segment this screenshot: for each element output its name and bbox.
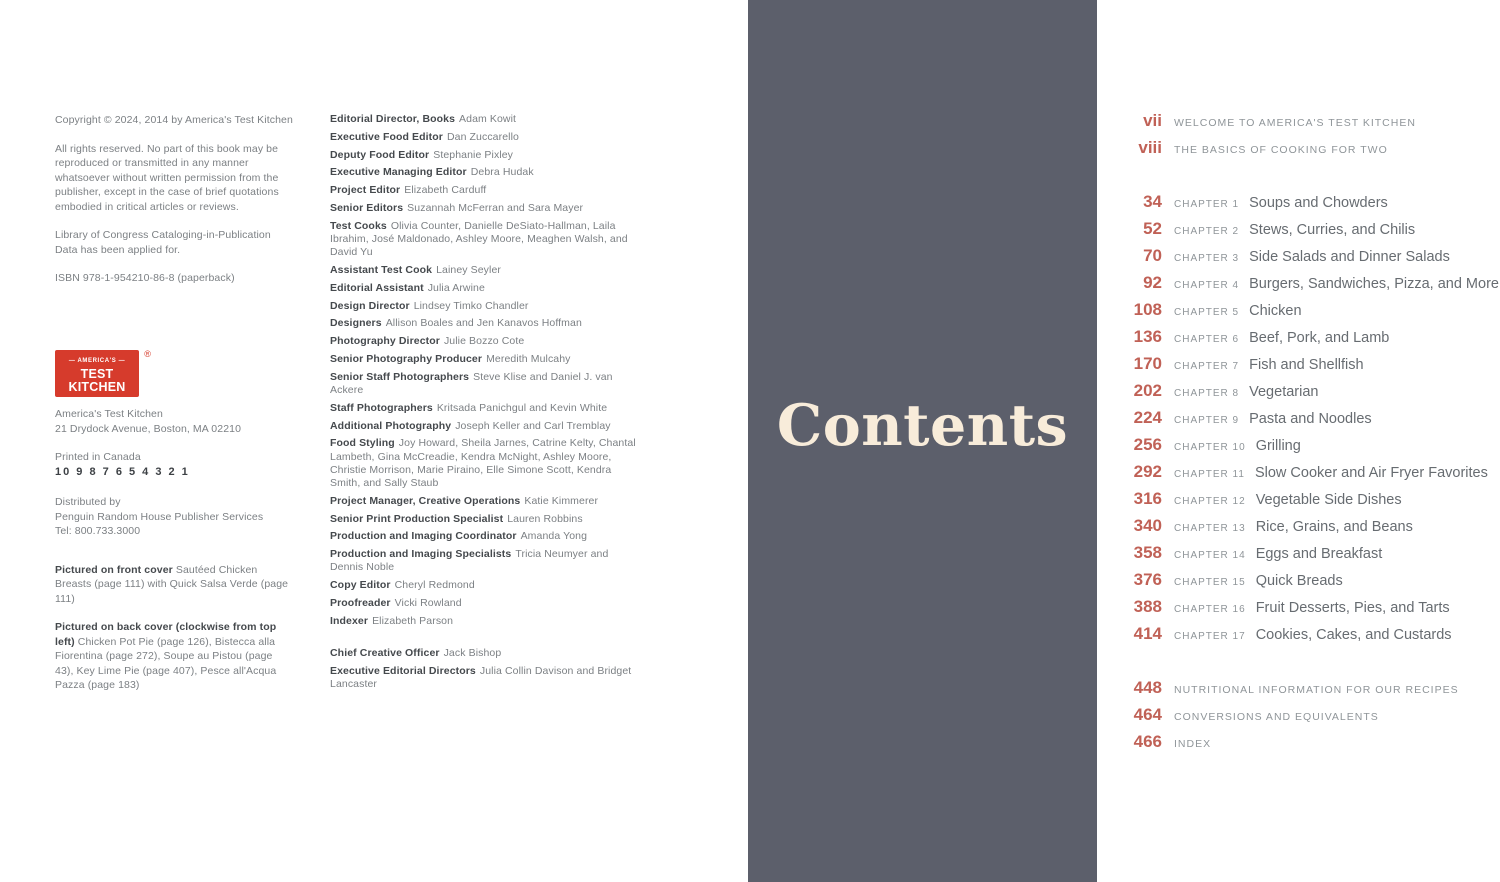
colophon-role: Senior Staff Photographers	[330, 370, 470, 383]
toc-row	[1097, 732, 1500, 759]
colophon-role: Senior Print Production Specialist	[330, 512, 504, 525]
toc-page-number: 316	[1133, 489, 1162, 508]
toc-page-number: 136	[1133, 327, 1162, 346]
toc-chapter-label: CHAPTER 6	[1174, 334, 1240, 345]
distributed-line-1: Distributed by	[55, 496, 121, 508]
toc-page-number: 256	[1133, 435, 1162, 454]
colophon-entry	[330, 597, 638, 610]
atk-logo-box	[55, 350, 139, 398]
toc-chapter-label: CHAPTER 4	[1174, 280, 1240, 291]
colophon-entry	[330, 437, 638, 490]
atk-logo-top-text: — AMERICA'S —	[68, 357, 126, 364]
colophon-names: Jack Bishop	[443, 646, 502, 659]
toc-chapter-label: CHAPTER 14	[1174, 550, 1246, 561]
colophon-role: Design Director	[330, 299, 410, 312]
colophon-role: Executive Editorial Directors	[330, 664, 476, 677]
colophon-role: Test Cooks	[330, 219, 387, 232]
toc-row	[1097, 246, 1500, 273]
toc-chapter-title: Vegetarian	[1249, 384, 1319, 400]
address-line-1: America's Test Kitchen	[55, 408, 163, 420]
colophon-role: Proofreader	[330, 596, 391, 609]
toc-page-number: 52	[1143, 219, 1162, 238]
colophon-entry	[330, 300, 638, 313]
back-cover-credit-text: Chicken Pot Pie (page 126), Bistecca alla Fiorentina (page 272), Soupe au Pistou (page 43), Key Lime Pie (page 407), Pesce all'Acqua Pazza (page 183)	[55, 635, 277, 691]
colophon-entry	[330, 579, 638, 592]
front-cover-credit-lead: Pictured on front cover	[55, 563, 173, 576]
colophon-entry	[330, 184, 638, 197]
colophon-role: Project Manager, Creative Operations	[330, 494, 521, 507]
colophon-names: Joseph Keller and Carl Tremblay	[455, 419, 611, 432]
toc-chapter-title: Stews, Curries, and Chilis	[1249, 222, 1416, 238]
toc-row	[1097, 624, 1500, 651]
colophon-entry	[330, 113, 638, 126]
toc-page-number: 414	[1133, 624, 1162, 643]
colophon-names: Julia Collin Davison and Bridget Lancaster	[330, 664, 632, 690]
colophon-role: Deputy Food Editor	[330, 148, 430, 161]
colophon-entry	[330, 149, 638, 162]
toc-page-number: 448	[1133, 678, 1162, 697]
toc-chapter-label: CHAPTER 15	[1174, 577, 1246, 588]
colophon-entry	[330, 647, 638, 660]
colophon-role: Executive Food Editor	[330, 130, 443, 143]
toc-page-number: 340	[1133, 516, 1162, 535]
toc-page-number: 170	[1133, 354, 1162, 373]
colophon-officers	[330, 647, 638, 691]
toc-chapter-title: Fish and Shellfish	[1249, 357, 1364, 373]
colophon-names: Katie Kimmerer	[524, 494, 599, 507]
colophon-entry	[330, 371, 638, 397]
toc-page-number: vii	[1143, 111, 1162, 130]
toc-page-number: 358	[1133, 543, 1162, 562]
front-cover-credit	[55, 563, 293, 607]
toc-row	[1097, 408, 1500, 435]
toc-entry-label: THE BASICS OF COOKING FOR TWO	[1174, 144, 1388, 156]
colophon-role: Editorial Director, Books	[330, 113, 456, 125]
colophon-entry	[330, 131, 638, 144]
atk-logo	[55, 350, 151, 398]
colophon-role: Production and Imaging Specialists	[330, 548, 512, 561]
toc-chapter-label: CHAPTER 5	[1174, 307, 1240, 318]
colophon-names: Lindsey Timko Chandler	[413, 299, 529, 312]
colophon-names: Olivia Counter, Danielle DeSiato-Hallman, Laila Ibrahim, José Maldonado, Ashley Moore, Meaghen Walsh, and David Yu	[330, 219, 628, 259]
toc-chapter-title: Side Salads and Dinner Salads	[1249, 249, 1450, 265]
toc-chapter-title: Slow Cooker and Air Fryer Favorites	[1254, 465, 1488, 481]
registered-mark-icon: ®	[144, 348, 151, 359]
toc-chapter-list	[1097, 192, 1500, 651]
toc-page-number: 464	[1133, 705, 1162, 724]
colophon-names: Vicki Rowland	[394, 596, 462, 609]
toc-row	[1097, 300, 1500, 327]
toc-chapter-title: Eggs and Breakfast	[1255, 546, 1383, 562]
distribution-block	[55, 495, 293, 539]
colophon-names: Allison Boales and Jen Kanavos Hoffman	[385, 317, 582, 330]
colophon-names: Lainey Seyler	[436, 263, 501, 276]
toc-row	[1097, 597, 1500, 624]
colophon-role: Indexer	[330, 614, 369, 627]
toc-page-number: 34	[1143, 192, 1162, 211]
toc-chapter-label: CHAPTER 16	[1174, 604, 1246, 615]
colophon-names: Elizabeth Parson	[372, 614, 454, 627]
toc-chapter-label: CHAPTER 17	[1174, 631, 1246, 642]
toc-chapter-title: Fruit Desserts, Pies, and Tarts	[1255, 600, 1450, 616]
colophon-names: Julia Arwine	[427, 281, 485, 294]
toc-chapter-label: CHAPTER 10	[1174, 442, 1246, 453]
toc-row	[1097, 462, 1500, 489]
colophon-names: Dan Zuccarello	[446, 130, 519, 143]
address-line-2: 21 Drydock Avenue, Boston, MA 02210	[55, 422, 242, 435]
toc-row	[1097, 543, 1500, 570]
toc-row	[1097, 678, 1500, 705]
toc-page-number: viii	[1138, 138, 1162, 157]
toc-chapter-title: Pasta and Noodles	[1249, 411, 1372, 427]
toc-chapter-label: CHAPTER 1	[1174, 199, 1240, 210]
printing-block	[55, 450, 293, 479]
colophon-entry	[330, 282, 638, 295]
colophon-names: Joy Howard, Sheila Jarnes, Catrine Kelty, Chantal Lambeth, Gina McCreadie, Kendra McNight, Ashley Moore, Christie Morrison, Marie Piraino, Elle Simone Scott, Kendra Smith, and Sally Staub	[330, 437, 636, 489]
colophon-role: Senior Photography Producer	[330, 352, 483, 365]
toc-chapter-label: CHAPTER 3	[1174, 253, 1240, 264]
colophon-role: Food Styling	[330, 437, 395, 450]
colophon-role: Editorial Assistant	[330, 281, 424, 294]
toc-chapter-title: Vegetable Side Dishes	[1255, 492, 1402, 508]
toc-entry-label: NUTRITIONAL INFORMATION FOR OUR RECIPES	[1174, 684, 1459, 696]
colophon-entry	[330, 202, 638, 215]
toc-row	[1097, 381, 1500, 408]
colophon-entry	[330, 402, 638, 415]
colophon-entry	[330, 513, 638, 526]
toc-page-number: 92	[1143, 273, 1162, 292]
colophon-names: Amanda Yong	[520, 530, 588, 543]
toc-front-matter	[1097, 111, 1500, 165]
colophon-entry	[330, 220, 638, 260]
toc-row	[1097, 111, 1500, 138]
colophon-role: Production and Imaging Coordinator	[330, 530, 517, 543]
toc-page-number: 224	[1133, 408, 1162, 427]
toc-chapter-label: CHAPTER 7	[1174, 361, 1240, 372]
publisher-address	[55, 407, 293, 436]
toc-page-number: 292	[1133, 462, 1162, 481]
copyright-line: Copyright © 2024, 2014 by America's Test Kitchen	[55, 114, 293, 126]
colophon-role: Staff Photographers	[330, 401, 433, 414]
printed-in-line: Printed in Canada	[55, 451, 141, 463]
toc-chapter-title: Cookies, Cakes, and Custards	[1255, 627, 1452, 643]
toc-back-matter	[1097, 678, 1500, 759]
atk-logo-bottom-text: TEST KITCHEN	[68, 367, 126, 394]
colophon-entry	[330, 166, 638, 179]
colophon-role: Senior Editors	[330, 201, 404, 214]
loc-paragraph: Library of Congress Cataloging-in-Publication Data has been applied for.	[55, 229, 271, 256]
colophon-names: Meredith Mulcahy	[486, 352, 571, 365]
toc-row	[1097, 273, 1500, 300]
toc-chapter-label: CHAPTER 11	[1174, 469, 1245, 480]
toc-page-number: 376	[1133, 570, 1162, 589]
contents-title: Contents	[776, 392, 1069, 459]
colophon-names: Lauren Robbins	[507, 512, 583, 525]
toc-chapter-title: Grilling	[1255, 438, 1301, 454]
toc-chapter-label: CHAPTER 13	[1174, 523, 1246, 534]
colophon-entry	[330, 420, 638, 433]
rights-paragraph: All rights reserved. No part of this book may be reproduced or transmitted in any manner whatsoever without written permission from the publisher, except in the case of brief quotations embodied in critical articles or reviews.	[55, 142, 279, 213]
table-of-contents	[1097, 0, 1500, 759]
toc-row	[1097, 516, 1500, 543]
toc-chapter-label: CHAPTER 12	[1174, 496, 1246, 507]
toc-chapter-label: CHAPTER 9	[1174, 415, 1240, 426]
toc-page-number: 70	[1143, 246, 1162, 265]
colophon-entry	[330, 665, 638, 691]
colophon-column	[330, 113, 638, 696]
printing-number-line: 10 9 8 7 6 5 4 3 2 1	[55, 465, 190, 478]
isbn-line: ISBN 978-1-954210-86-8 (paperback)	[55, 272, 235, 284]
colophon-names: Steve Klise and Daniel J. van Ackere	[330, 370, 613, 396]
colophon-entry	[330, 353, 638, 366]
colophon-names: Kritsada Panichgul and Kevin White	[436, 401, 608, 414]
toc-chapter-title: Burgers, Sandwiches, Pizza, and More	[1249, 276, 1499, 292]
back-cover-credit-lead: Pictured on back cover (clockwise from top left)	[55, 621, 277, 648]
colophon-role: Additional Photography	[330, 419, 452, 432]
colophon-role: Project Editor	[330, 184, 401, 197]
colophon-role: Executive Managing Editor	[330, 166, 467, 179]
toc-page-number: 388	[1133, 597, 1162, 616]
toc-row	[1097, 219, 1500, 246]
toc-row	[1097, 435, 1500, 462]
toc-row	[1097, 489, 1500, 516]
toc-chapter-title: Quick Breads	[1255, 573, 1343, 589]
toc-page-number: 466	[1133, 732, 1162, 751]
toc-entry-label: INDEX	[1174, 738, 1212, 750]
colophon-entry	[330, 335, 638, 348]
toc-row	[1097, 192, 1500, 219]
toc-row	[1097, 138, 1500, 165]
toc-chapter-title: Chicken	[1249, 303, 1302, 319]
colophon-names: Tricia Neumyer and Dennis Noble	[330, 548, 609, 574]
toc-row	[1097, 705, 1500, 732]
toc-row	[1097, 354, 1500, 381]
colophon-names: Adam Kowit	[459, 113, 517, 125]
colophon-names: Julie Bozzo Cote	[443, 335, 525, 348]
colophon-names: Stephanie Pixley	[433, 148, 514, 161]
distributed-line-3: Tel: 800.733.3000	[55, 525, 141, 537]
toc-row	[1097, 570, 1500, 597]
colophon-entry	[330, 495, 638, 508]
colophon-role: Designers	[330, 317, 382, 330]
toc-chapter-title: Rice, Grains, and Beans	[1255, 519, 1413, 535]
colophon-role: Copy Editor	[330, 579, 391, 592]
copyright-column	[55, 113, 293, 707]
toc-entry-label: CONVERSIONS AND EQUIVALENTS	[1174, 711, 1379, 723]
toc-chapter-title: Soups and Chowders	[1249, 195, 1388, 211]
toc-chapter-label: CHAPTER 2	[1174, 226, 1240, 237]
back-cover-credit	[55, 620, 293, 693]
colophon-names: Cheryl Redmond	[394, 579, 475, 592]
colophon-names: Elizabeth Carduff	[404, 184, 487, 197]
toc-entry-label: WELCOME TO AMERICA'S TEST KITCHEN	[1174, 117, 1416, 129]
toc-page-number: 202	[1133, 381, 1162, 400]
toc-chapter-title: Beef, Pork, and Lamb	[1249, 330, 1390, 346]
colophon-entries	[330, 113, 638, 628]
distributed-line-2: Penguin Random House Publisher Services	[55, 510, 264, 523]
colophon-role: Photography Director	[330, 335, 440, 348]
toc-page-number: 108	[1133, 300, 1162, 319]
colophon-entry	[330, 317, 638, 330]
front-cover-credit-text: Sautéed Chicken Breasts (page 111) with Quick Salsa Verde (page 111)	[55, 563, 289, 605]
colophon-role: Assistant Test Cook	[330, 263, 433, 276]
colophon-entry	[330, 530, 638, 543]
colophon-names: Suzannah McFerran and Sara Mayer	[407, 201, 584, 214]
colophon-names: Debra Hudak	[470, 166, 534, 179]
colophon-entry	[330, 264, 638, 277]
contents-panel	[748, 0, 1097, 882]
colophon-entry	[330, 548, 638, 574]
toc-row	[1097, 327, 1500, 354]
colophon-role: Chief Creative Officer	[330, 646, 440, 659]
colophon-entry	[330, 615, 638, 628]
toc-chapter-label: CHAPTER 8	[1174, 388, 1240, 399]
